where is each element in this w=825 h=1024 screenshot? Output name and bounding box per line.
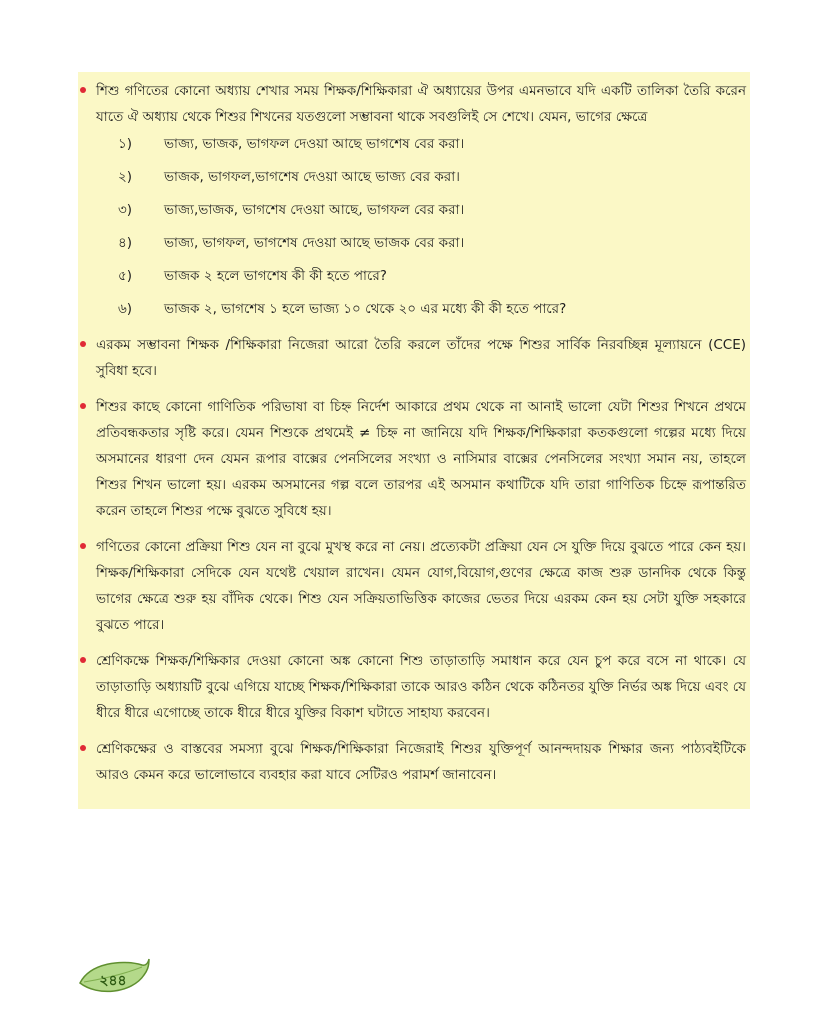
list-item-text: ভাজক, ভাগফল,ভাগশেষ দেওয়া আছে ভাজ্য বের করা।: [164, 169, 460, 185]
red-bullet-icon: [80, 341, 86, 347]
list-item-text: ভাজ্য, ভাজক, ভাগফল দেওয়া আছে ভাগশেষ বের করা।: [164, 136, 465, 152]
note-text: গণিতের কোনো প্রক্রিয়া শিশু যেন না বুঝে মুখস্থ করে না নেয়। প্রত্যেকটা প্রক্রিয়া যেন সে যুক্তি দিয়ে বুঝতে পারে কেন হয়। শিক্ষক/শিক্ষিকারা সেদিকে যেন যথেষ্ট খেয়াল রাখেন। যেমন যোগ,বিয়োগ,গুণের ক্ষেত্রে কাজ শুরু ডানদিক থেকে কিন্তু ভাগের ক্ষেত্রে শুরু হয় বাঁদিক থেকে। শিশু যেন সক্রিয়তাভিত্তিক কাজের ভেতর দিয়ে এরকম কেন হয় সেটা যুক্তি সহকারে বুঝতে পারে।: [96, 539, 746, 633]
list-item-text: ভাজক ২ হলে ভাগশেষ কী কী হতে পারে?: [164, 268, 387, 284]
note-bullet-2: [80, 332, 746, 384]
teacher-notes-box: [78, 72, 750, 809]
page-footer: [76, 955, 150, 999]
note-text: শিশু গণিতের কোনো অধ্যায় শেখার সময় শিক্ষক/শিক্ষিকারা ঐ অধ্যায়ের উপর এমনভাবে যদি একটি তালিকা তৈরি করেন যাতে ঐ অধ্যায় থেকে শিশুর শিখনের যতগুলো সম্ভাবনা থাকে সবগুলিই সে শেখে। যেমন, ভাগের ক্ষেত্রে: [96, 83, 746, 125]
note-bullet-3: [80, 394, 746, 524]
red-bullet-icon: [80, 87, 86, 93]
red-bullet-icon: [80, 543, 86, 549]
list-item-text: ভাজ্য, ভাগফল, ভাগশেষ দেওয়া আছে ভাজক বের করা।: [164, 235, 465, 251]
red-bullet-icon: [80, 745, 86, 751]
list-item: [118, 299, 746, 319]
list-item-text: ভাজ্য,ভাজক, ভাগশেষ দেওয়া আছে, ভাগফল বের করা।: [164, 202, 465, 218]
list-item-text: ভাজক ২, ভাগশেষ ১ হলে ভাজ্য ১০ থেকে ২০ এর মধ্যে কী কী হতে পারে?: [164, 301, 567, 317]
list-item-number: ৫): [118, 268, 133, 284]
list-item-number: ৪): [118, 235, 133, 251]
note-bullet-1: [80, 78, 746, 319]
note-text: এরকম সম্ভাবনা শিক্ষক /শিক্ষিকারা নিজেরা আরো তৈরি করলে তাঁদের পক্ষে শিশুর সার্বিক নিরবচ্ছিন্ন মূল্যায়নে (CCE) সুবিধা হবে।: [96, 337, 746, 379]
page-number: ২৪৪: [99, 973, 127, 989]
division-cases-list: [96, 134, 746, 319]
note-bullet-4: [80, 534, 746, 638]
red-bullet-icon: [80, 403, 86, 409]
list-item-number: ১): [118, 136, 133, 152]
red-bullet-icon: [80, 657, 86, 663]
list-item: [118, 167, 746, 187]
list-item-number: ২): [118, 169, 133, 185]
list-item: [118, 266, 746, 286]
note-bullet-6: [80, 736, 746, 788]
list-item-number: ৬): [118, 301, 133, 317]
note-text: শিশুর কাছে কোনো গাণিতিক পরিভাষা বা চিহ্ন নির্দেশ আকারে প্রথম থেকে না আনাই ভালো যেটা শিশুর শিখনে প্রথমে প্রতিবন্ধকতার সৃষ্টি করে। যেমন শিশুকে প্রথমেই ≠ চিহ্ন না জানিয়ে যদি শিক্ষক/শিক্ষিকারা কতকগুলো গল্পের মধ্যে দিয়ে অসমানের ধারণা দেন যেমন রূপার বাক্সের পেনসিলের সংখ্যা ও নাসিমার বাক্সের পেনসিলের সংখ্যা সমান নয়, তাহলে শিশুর শিখন ভালো হয়। এরকম অসমানের গল্প বলে তারপর এই অসমান কথাটিকে যদি তারা গাণিতিক চিহ্নে রূপান্তরিত করেন তাহলে শিশুর পক্ষে বুঝতে সুবিধে হয়।: [96, 399, 746, 519]
note-bullet-5: [80, 648, 746, 726]
list-item: [118, 134, 746, 154]
list-item: [118, 233, 746, 253]
list-item-number: ৩): [118, 202, 133, 218]
list-item: [118, 200, 746, 220]
note-text: শ্রেণিকক্ষে শিক্ষক/শিক্ষিকার দেওয়া কোনো অঙ্ক কোনো শিশু তাড়াতাড়ি সমাধান করে যেন চুপ করে বসে না থাকে। যে তাড়াতাড়ি অধ্যায়টি বুঝে এগিয়ে যাচ্ছে শিক্ষক/শিক্ষিকারা তাকে আরও কঠিন থেকে কঠিনতর যুক্তি নির্ভর অঙ্ক দিয়ে এবং যে ধীরে ধীরে এগোচ্ছে তাকে ধীরে ধীরে যুক্তির বিকাশ ঘটাতে সাহায্য করবেন।: [96, 653, 746, 721]
note-text: শ্রেণিকক্ষের ও বাস্তবের সমস্যা বুঝে শিক্ষক/শিক্ষিকারা নিজেরাই শিশুর যুক্তিপূর্ণ আনন্দদায়ক শিক্ষার জন্য পাঠ্যবইটিকে আরও কেমন করে ভালোভাবে ব্যবহার করা যাবে সেটিরও পরামর্শ জানাবেন।: [96, 741, 746, 783]
